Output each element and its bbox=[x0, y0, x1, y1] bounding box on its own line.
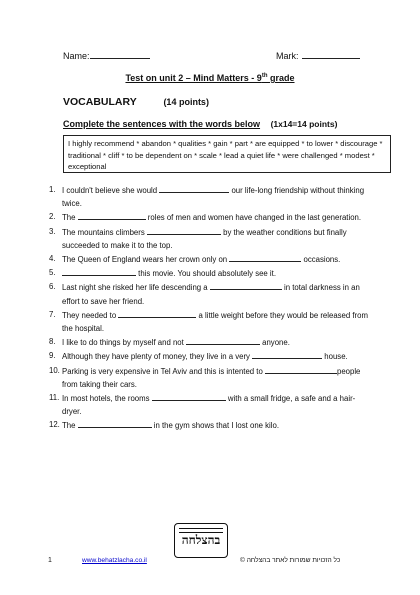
answer-blank[interactable] bbox=[186, 335, 260, 345]
question-item bbox=[43, 280, 373, 307]
website-link[interactable]: www.behatzlacha.co.il bbox=[82, 557, 147, 564]
name-field-label bbox=[63, 49, 150, 61]
section-points: (14 points) bbox=[163, 97, 209, 107]
mark-blank[interactable] bbox=[302, 49, 360, 59]
question-text-before: I couldn't believe she would bbox=[62, 186, 160, 195]
question-text-after: with a small fridge, a safe and a hair-dryer. bbox=[62, 394, 356, 417]
question-text-before: The mountains climbers bbox=[62, 227, 147, 237]
question-text-before: The bbox=[62, 421, 78, 431]
question-list bbox=[43, 183, 373, 433]
question-text-after: a little weight before they would be released from the hospital. bbox=[62, 310, 368, 334]
question-item bbox=[43, 252, 373, 266]
question-number: 12. bbox=[49, 420, 60, 430]
question-item bbox=[43, 418, 373, 432]
title-main: Test on unit 2 – Mind Matters - 9 bbox=[125, 73, 262, 83]
page-number: 1 bbox=[48, 557, 52, 564]
word-bank-box: I highly recommend * abandon * qualities * gain * part * are equipped * to lower * discourage * traditional * cliff * to be dependent on * scale * lead a quiet life * were challenged * modest * exceptional bbox=[63, 135, 391, 173]
copyright-text: כל הזכויות שמורות לאתר בהצלחה © bbox=[240, 557, 341, 564]
instruction-text: Complete the sentences with the words below bbox=[63, 119, 261, 129]
answer-blank[interactable] bbox=[265, 364, 337, 374]
mark-label: Mark: bbox=[276, 51, 299, 61]
answer-blank[interactable] bbox=[118, 308, 196, 318]
question-number: 2. bbox=[49, 212, 56, 222]
question-text-after: occasions. bbox=[301, 255, 341, 265]
question-number: 8. bbox=[49, 337, 56, 347]
answer-blank[interactable] bbox=[229, 252, 301, 262]
question-number: 1. bbox=[49, 185, 56, 194]
question-text-after: house. bbox=[322, 352, 348, 362]
answer-blank[interactable] bbox=[78, 418, 152, 428]
question-number: 7. bbox=[49, 309, 56, 319]
question-text-after: roles of men and women have changed in the last generation. bbox=[145, 213, 362, 223]
question-text-before: Parking is very expensive in Tel Aviv and this is intented to bbox=[62, 366, 265, 376]
question-item bbox=[43, 183, 373, 210]
instruction-line bbox=[63, 119, 337, 129]
question-item bbox=[43, 391, 373, 418]
title-tail: grade bbox=[267, 73, 295, 83]
question-text-after: in total darkness in an effort to save her friend. bbox=[62, 283, 360, 306]
test-title bbox=[0, 73, 420, 83]
answer-blank[interactable] bbox=[252, 349, 322, 359]
section-heading bbox=[63, 96, 209, 108]
question-number: 4. bbox=[49, 254, 56, 264]
name-blank[interactable] bbox=[90, 49, 150, 59]
logo-text: בהצלחה bbox=[181, 533, 221, 547]
answer-blank[interactable] bbox=[62, 266, 136, 276]
mark-field-label bbox=[276, 49, 360, 61]
question-item bbox=[43, 210, 373, 224]
question-text-after: people from taking their cars. bbox=[62, 366, 361, 389]
name-label: Name: bbox=[63, 51, 90, 61]
behatzlacha-logo bbox=[174, 523, 228, 558]
answer-blank[interactable] bbox=[152, 391, 226, 401]
question-number: 5. bbox=[49, 268, 56, 278]
question-item bbox=[43, 364, 373, 391]
answer-blank[interactable] bbox=[159, 183, 229, 193]
question-number: 6. bbox=[49, 282, 56, 292]
question-number: 10. bbox=[49, 365, 60, 375]
question-number: 9. bbox=[49, 351, 56, 361]
question-text-before: I like to do things by myself and not bbox=[62, 338, 186, 348]
question-text-before: In most hotels, the rooms bbox=[62, 394, 152, 404]
question-text-after: by the weather conditions but finally succeeded to make it to the top. bbox=[62, 227, 347, 250]
question-item bbox=[43, 308, 373, 335]
question-text-before: The Queen of England wears her crown only on bbox=[62, 255, 230, 265]
question-text-after: this movie. You should absolutely see it. bbox=[136, 269, 276, 279]
question-text-before: The bbox=[62, 213, 78, 223]
question-number: 11. bbox=[49, 393, 60, 403]
question-text-after: anyone. bbox=[259, 338, 290, 348]
answer-blank[interactable] bbox=[147, 225, 221, 235]
question-text-before: They needed to bbox=[62, 310, 119, 320]
question-item bbox=[43, 335, 373, 349]
question-number: 3. bbox=[49, 226, 56, 236]
question-item bbox=[43, 349, 373, 363]
question-item bbox=[43, 225, 373, 252]
question-text-after: our life-long friendship without thinking twice. bbox=[62, 186, 365, 209]
question-item bbox=[43, 266, 373, 280]
answer-blank[interactable] bbox=[210, 280, 282, 290]
answer-blank[interactable] bbox=[78, 210, 146, 220]
instruction-points: (1x14=14 points) bbox=[270, 119, 338, 129]
section-title: VOCABULARY bbox=[63, 96, 137, 108]
question-text-before: Although they have plenty of money, they live in a very bbox=[62, 352, 253, 362]
title-sup: th bbox=[261, 73, 268, 79]
question-text-after: in the gym shows that I lost one kilo. bbox=[151, 421, 280, 431]
question-text-before: Last night she risked her life descending a bbox=[62, 283, 210, 293]
